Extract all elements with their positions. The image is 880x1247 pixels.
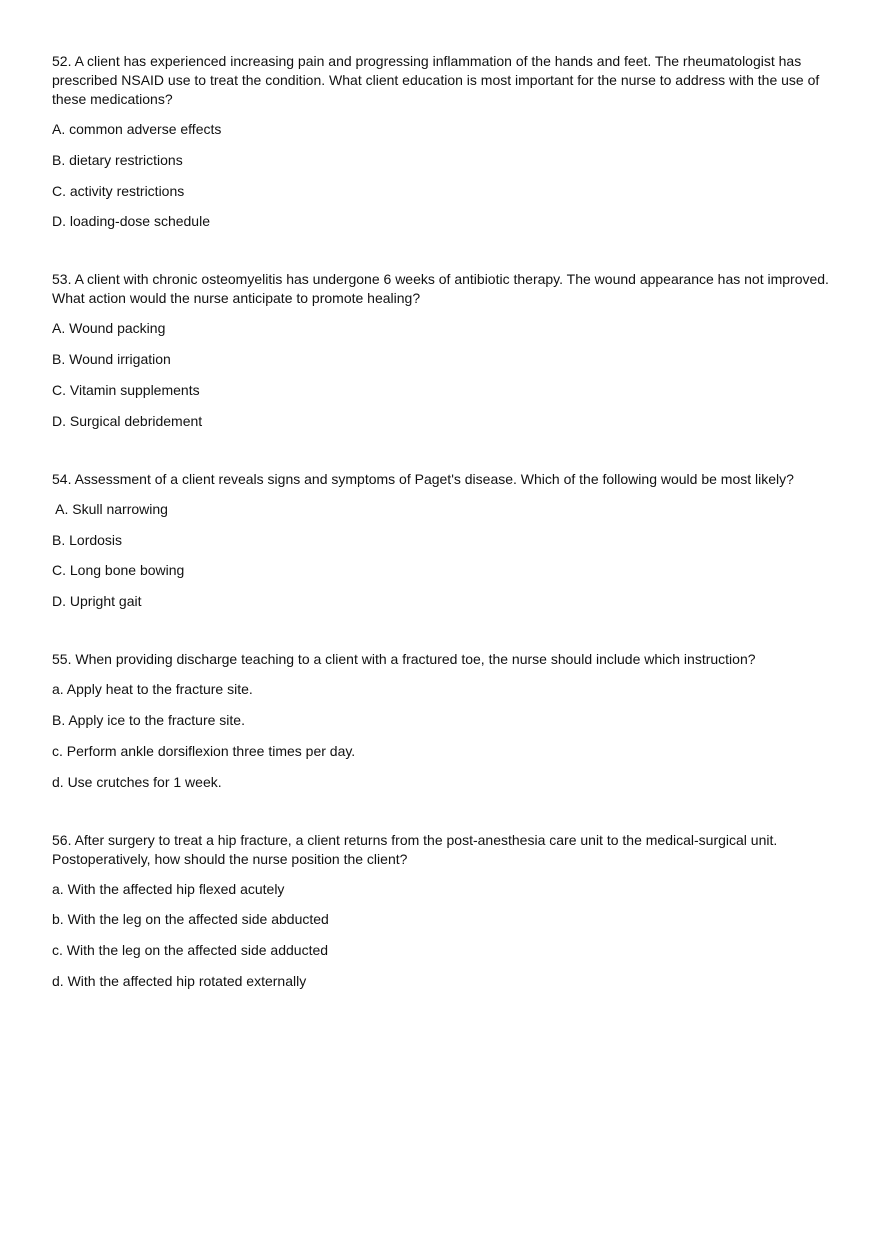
question-52 xyxy=(52,52,842,231)
answer-option-b: B. Apply ice to the fracture site. xyxy=(52,711,245,728)
answer-option-d: d. Use crutches for 1 week. xyxy=(52,773,222,790)
answer-option-a: a. Apply heat to the fracture site. xyxy=(52,681,253,698)
answer-option-c: C. Vitamin supplements xyxy=(52,381,200,398)
answer-option-a: a. With the affected hip flexed acutely xyxy=(52,880,285,897)
answer-option-c: C. activity restrictions xyxy=(52,182,185,199)
answer-option-d: D. Upright gait xyxy=(52,593,142,610)
answer-option-d: d. With the affected hip rotated externally xyxy=(52,972,307,989)
answer-option-c: C. Long bone bowing xyxy=(52,562,185,579)
answer-option-b: b. With the leg on the affected side abducted xyxy=(52,911,329,928)
question-stem: 53. A client with chronic osteomyelitis has undergone 6 weeks of antibiotic therapy. The wound appearance has not improved. What action would the nurse anticipate to promote healing? xyxy=(52,271,829,307)
answer-option-d: D. Surgical debridement xyxy=(52,412,203,429)
answer-option-c: c. Perform ankle dorsiflexion three times per day. xyxy=(52,742,356,759)
question-55 xyxy=(52,650,842,791)
question-56 xyxy=(52,831,842,991)
answer-option-a: A. Skull narrowing xyxy=(52,500,168,517)
document-page xyxy=(52,52,842,1030)
answer-option-b: B. Wound irrigation xyxy=(52,351,171,368)
answer-option-a: A. common adverse effects xyxy=(52,121,222,137)
question-stem: 54. Assessment of a client reveals signs and symptoms of Paget's disease. Which of the following would be most likely? xyxy=(52,470,794,487)
answer-option-d: D. loading-dose schedule xyxy=(52,213,210,230)
answer-option-b: B. dietary restrictions xyxy=(52,151,183,168)
question-stem: 56. After surgery to treat a hip fracture, a client returns from the post-anesthesia care unit to the medical-surgical unit. Postoperatively, how should the nurse position the client? xyxy=(52,831,778,867)
answer-option-b: B. Lordosis xyxy=(52,531,123,548)
question-stem: 55. When providing discharge teaching to a client with a fractured toe, the nurse should include which instruction? xyxy=(52,651,756,668)
question-stem: 52. A client has experienced increasing pain and progressing inflammation of the hands and feet. The rheumatologist has prescribed NSAID use to treat the condition. What client education is most important for the nurse to address with the use of these medications? xyxy=(52,53,820,107)
question-54 xyxy=(52,470,842,611)
question-53 xyxy=(52,270,842,430)
answer-option-c: c. With the leg on the affected side adducted xyxy=(52,942,329,959)
answer-option-a: A. Wound packing xyxy=(52,320,166,337)
